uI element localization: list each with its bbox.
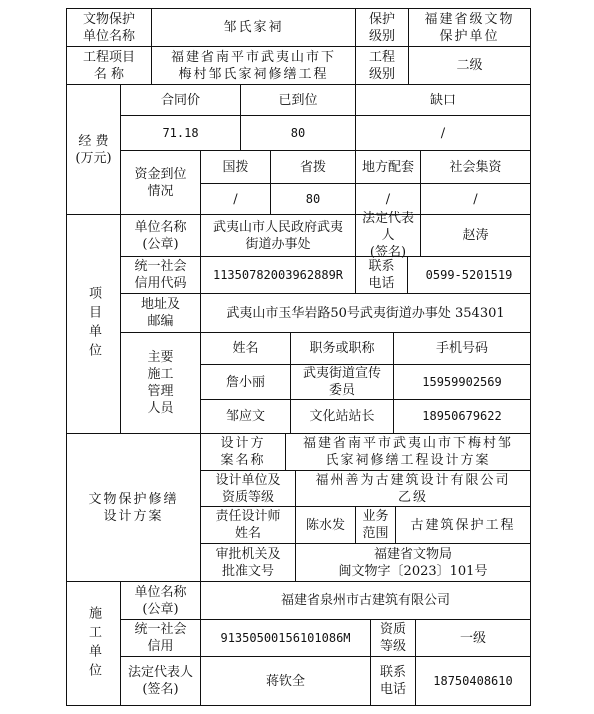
source-label-national: 国拨 — [222, 159, 249, 175]
source-value-local: / — [385, 191, 391, 207]
legal-rep-label: 法定代表人 (签名) — [361, 211, 414, 260]
qualification-label: 资质 等级 — [379, 622, 406, 654]
source-value-provincial: 80 — [305, 191, 321, 206]
project-grade-label: 工程 级别 — [368, 49, 395, 82]
address-value: 武夷山市玉华岩路50号武夷街道办事处 354301 — [226, 305, 505, 321]
manager-name: 詹小丽 — [225, 374, 265, 390]
manager-title: 武夷街道宣传 委员 — [302, 366, 381, 398]
legal-rep-value: 赵涛 — [462, 228, 489, 243]
project-name-value: 福建省南平市武夷山市下 梅村邹氏家祠修缮工程 — [170, 49, 336, 82]
designer-value: 陈水发 — [305, 517, 345, 533]
credit-code-label: 统一社会 信用代码 — [134, 259, 187, 291]
construction-phone-value: 18750408610 — [433, 673, 513, 688]
manager-phone: 15959902569 — [422, 374, 502, 389]
phone-value: 0599-5201519 — [425, 267, 513, 282]
unit-name-value: 武夷山市人民政府武夷 街道办事处 — [212, 219, 343, 252]
scope-value: 古建筑保护工程 — [410, 517, 516, 533]
scope-label: 业务 范围 — [362, 509, 389, 541]
project-grade-value: 二级 — [456, 58, 483, 73]
qualification-value: 一级 — [459, 630, 486, 646]
contract-price-value: 71.18 — [162, 125, 199, 140]
source-value-national: / — [233, 191, 238, 207]
source-label-local: 地方配套 — [361, 159, 414, 175]
protection-level-value: 福建省级文物 保护单位 — [424, 11, 515, 44]
protection-unit-label: 文物保护 单位名称 — [82, 11, 135, 44]
designer-label: 责任设计师 姓名 — [215, 509, 281, 541]
construction-unit-name-value: 福建省泉州市古建筑有限公司 — [280, 593, 450, 608]
source-value-social: / — [473, 191, 478, 207]
managers-label: 主要 施工 管理 人员 — [147, 350, 174, 416]
managers-header-title: 职务或职称 — [309, 341, 375, 356]
project-name-label: 工程项目 名 称 — [82, 49, 135, 82]
received-label: 已到位 — [278, 92, 318, 108]
managers-header-phone: 手机号码 — [435, 341, 488, 356]
construction-phone-label: 联系 电话 — [379, 665, 406, 697]
design-section-label: 文物保护修缮 设计方案 — [88, 491, 179, 524]
shortfall-label: 缺口 — [429, 92, 456, 108]
project-unit-section-label: 项目单位 — [86, 286, 101, 362]
design-unit-value: 福州善为古建筑设计有限公司 乙级 — [315, 472, 511, 505]
manager-name: 邹应文 — [225, 409, 265, 424]
construction-unit-name-label: 单位名称 (公章) — [134, 584, 187, 617]
protection-level-label: 保护 级别 — [368, 11, 395, 44]
source-label-provincial: 省拨 — [299, 159, 326, 175]
manager-title: 文化站站长 — [309, 409, 375, 424]
fund-sources-label: 资金到位 情况 — [134, 166, 187, 199]
received-value: 80 — [290, 125, 306, 140]
source-label-social: 社会集资 — [449, 159, 502, 175]
plan-name-value: 福建省南平市武夷山市下梅村邹 氏家祠修缮工程设计方案 — [302, 436, 513, 468]
construction-credit-label: 统一社会 信用 — [134, 622, 187, 654]
managers-header-name: 姓名 — [232, 341, 259, 356]
construction-legal-rep-label: 法定代表人 (签名) — [127, 665, 193, 697]
phone-label: 联系 电话 — [368, 259, 395, 291]
manager-phone: 18950679622 — [422, 409, 502, 423]
funding-section-label: 经 费 (万元) — [75, 133, 112, 166]
unit-name-label: 单位名称 (公章) — [134, 219, 187, 252]
address-label: 地址及 邮编 — [140, 297, 180, 329]
construction-credit-value: 91350500156101086M — [220, 630, 351, 645]
contract-price-label: 合同价 — [160, 92, 200, 108]
protection-unit-value: 邹氏家祠 — [223, 20, 284, 35]
plan-name-label: 设计方 案名称 — [220, 436, 266, 468]
approval-label: 审批机关及 批准文号 — [215, 546, 281, 579]
construction-legal-rep-value: 蒋钦全 — [265, 673, 305, 689]
credit-code-value: 11350782003962889R — [212, 267, 344, 282]
shortfall-value: / — [440, 125, 446, 141]
design-unit-label: 设计单位及 资质等级 — [215, 472, 281, 505]
construction-section-label: 施工单位 — [86, 605, 101, 682]
approval-value: 福建省文物局 闽文物字〔2023〕101号 — [338, 546, 488, 579]
